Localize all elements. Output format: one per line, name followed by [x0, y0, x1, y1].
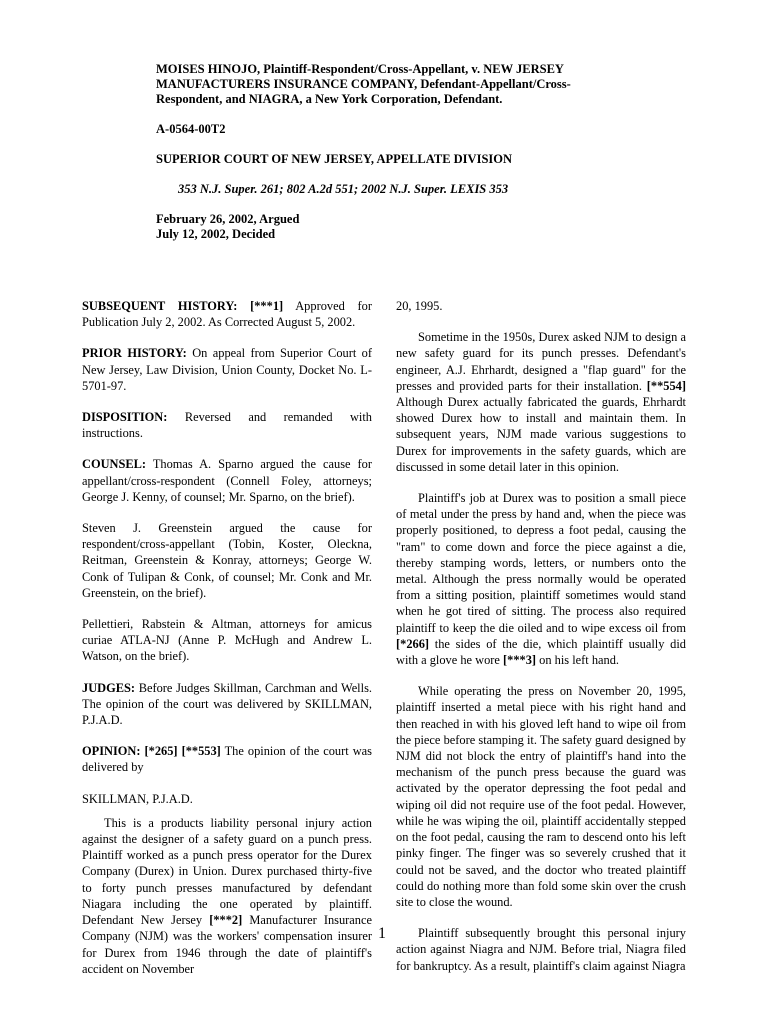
paragraph: While operating the press on November 20, 1995, plaintiff inserted a metal piece with his right hand and then reached in with his gloved left hand to wipe oil from the piece before stamping it. The safety guard designed by NJM did not block the entry of plaintiff's hand into the mechanism of the punch press because the guard was activated by the operator depressing the foot pedal and wiping oil did not require use of the foot pedal. However, while he was wiping the oil, plaintiff accidentally stepped on the foot pedal, causing the ram to descend onto his left pinky finger. The finger was so severely crushed that it could not be saved, and the doctor who treated plaintiff could do nothing more than fold some skin over the crush site to close the wound.	[396, 684, 686, 909]
prior-history	[82, 345, 372, 394]
paragraph	[82, 815, 372, 977]
counsel-respondent: Steven J. Greenstein argued the cause for respondent/cross-appellant (Tobin, Koster, Oleckna, Reitman, Greenstein & Konray, attorneys; George W. Conk of Tulipan & Conk, of counsel; Mr. Conk and Mr. Greenstein, on the brief).	[82, 521, 372, 600]
prior-text: On appeal from Superior Court of New Jersey, Law Division, Union County, Docket No. L-5701-97.	[82, 346, 372, 393]
argued-date: February 26, 2002, Argued	[156, 212, 300, 226]
paragraph-text: Sometime in the 1950s, Durex asked NJM to design a new safety guard for its punch presses. Defendant's engineer, A.J. Ehrhardt, designed a "flap guard" for the presses and provided parts for their installation.	[396, 330, 686, 393]
page-marker: [***3]	[503, 653, 537, 668]
history-text: Approved for Publication July 2, 2002. As Corrected August 5, 2002.	[82, 299, 372, 330]
disposition-text: Reversed and remanded with instructions.	[82, 410, 372, 441]
opinion-label: OPINION:	[82, 744, 141, 759]
counsel	[82, 456, 372, 505]
page-number: 1	[378, 925, 386, 942]
page-marker: [*266]	[396, 636, 430, 651]
page-marker: [*265] [**553]	[140, 744, 221, 759]
case-header	[156, 62, 596, 242]
disposition-label: DISPOSITION:	[82, 410, 168, 425]
disposition	[82, 409, 372, 441]
paragraph-text: Manufacturer Insurance Company (NJM) was the workers' compensation insurer for Durex from 1946 through the date of plaintiff's accident on November	[82, 913, 372, 976]
case-citation: 353 N.J. Super. 261; 802 A.2d 551; 2002 N.J. Super. LEXIS 353	[178, 182, 509, 196]
judges	[82, 680, 372, 729]
page-marker: [***2]	[209, 913, 243, 928]
court-name: SUPERIOR COURT OF NEW JERSEY, APPELLATE DIVISION	[156, 152, 513, 166]
decided-date: July 12, 2002, Decided	[156, 227, 276, 241]
paragraph-text: This is a products liability personal injury action against the designer of a safety guard on a punch press. Plaintiff worked as a punch press operator for the Durex Company (Durex) in Union. Durex purchased thirty-five to forty punch presses manufactured by defendant Niagara including the one operated by plaintiff. Defendant New Jersey	[82, 815, 372, 928]
paragraph	[396, 329, 686, 475]
paragraph	[396, 490, 686, 668]
judges-text: Before Judges Skillman, Carchman and Wells. The opinion of the court was delivered by SKILLMAN, P.J.A.D.	[82, 680, 372, 728]
paragraph-continuation: 20, 1995.	[396, 299, 443, 313]
opinion-author: SKILLMAN, P.J.A.D.	[82, 791, 193, 806]
paragraph: Plaintiff subsequently brought this personal injury action against Niagra and NJM. Before trial, Niagra filed for bankruptcy. As a result, plaintiff's claim against Niagra	[396, 926, 686, 973]
page-marker: [***1]	[250, 299, 284, 313]
case-caption: MOISES HINOJO, Plaintiff-Respondent/Cross-Appellant, v. NEW JERSEY MANUFACTURERS INSURANCE COMPANY, Defendant-Appellant/Cross-Respondent, and NIAGRA, a New York Corporation, Defendant.	[156, 62, 571, 106]
paragraph-text: the sides of the die, which plaintiff usually did with a glove he wore	[396, 636, 686, 668]
counsel-label: COUNSEL:	[82, 457, 147, 472]
subsequent-history	[82, 298, 372, 330]
counsel-text: Thomas A. Sparno argued the cause for appellant/cross-respondent (Connell Foley, attorneys; George J. Kenny, of counsel; Mr. Sparno, on the brief).	[82, 457, 372, 504]
page-marker: [**554]	[646, 378, 686, 393]
history-label: SUBSEQUENT HISTORY:	[82, 299, 238, 313]
counsel-amicus: Pellettieri, Rabstein & Altman, attorneys for amicus curiae ATLA-NJ (Anne P. McHugh and Andrew L. Watson, on the brief).	[82, 617, 372, 664]
right-column	[396, 298, 686, 989]
opinion	[82, 743, 372, 775]
prior-label: PRIOR HISTORY:	[82, 346, 187, 361]
paragraph-text: Although Durex actually fabricated the guards, Ehrhardt showed Durex how to install and maintain them. In subsequent years, NJM made various suggestions to Durex for improvements in the safety guards, which are discussed in some detail later in this opinion.	[396, 395, 686, 474]
paragraph-text: on his left hand.	[536, 653, 619, 668]
left-column	[82, 298, 372, 992]
judges-label: JUDGES:	[82, 680, 136, 695]
docket-number: A-0564-00T2	[156, 122, 226, 136]
opinion-text: The opinion of the court was delivered by	[82, 744, 372, 775]
paragraph-text: Plaintiff's job at Durex was to position a small piece of metal under the press by hand and, when the piece was properly positioned, to depress a foot pedal, causing the "ram" to come down and force the piece against a die, thereby stamping words, letters, or numbers onto the metal. Although the press normally would be operated from a sitting position, plaintiff sometimes would stand when he got tired of sitting. The process also required plaintiff to keep the die oiled and to wipe excess oil from	[396, 491, 686, 635]
